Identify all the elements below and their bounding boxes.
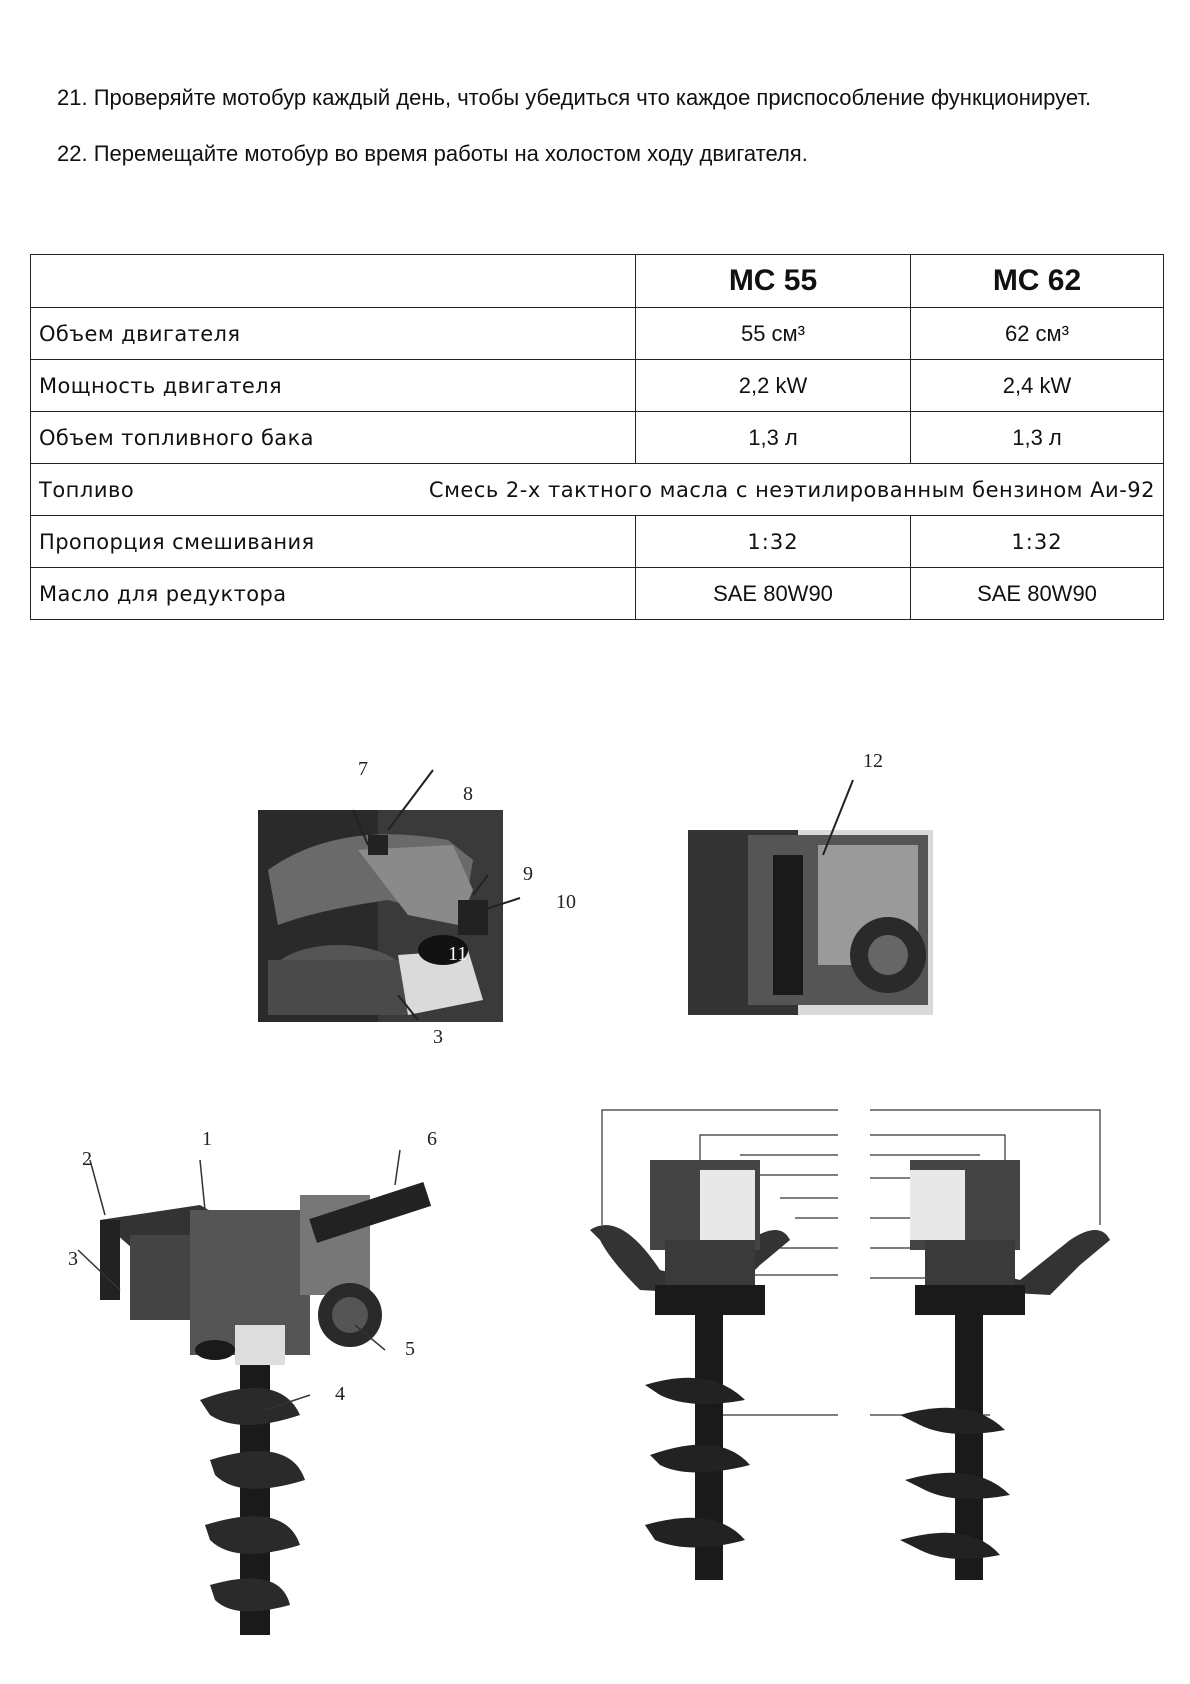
value-mc55: 55 см³ (636, 308, 911, 360)
label-1: 1 (202, 1128, 212, 1150)
label-4: 4 (335, 1383, 345, 1405)
value-mc62: 1,3 л (911, 412, 1164, 464)
instruction-22: 22. Перемещайте мотобур во время работы на холостом ходу двигателя. (57, 141, 808, 166)
label-5: 5 (405, 1338, 415, 1360)
auger-views-figure (580, 1100, 1140, 1610)
value-mc55: 1:32 (636, 516, 911, 568)
value-mc62: 1:32 (911, 516, 1164, 568)
auger-views-diagram (580, 1100, 1140, 1610)
label-3: 3 (68, 1248, 78, 1270)
specs-table (30, 254, 1164, 620)
label-6: 6 (427, 1128, 437, 1150)
row-label: Топливо (39, 477, 135, 502)
table-row (31, 412, 1164, 464)
engine-side-labels (688, 745, 938, 1020)
label-3: 3 (433, 1026, 443, 1048)
table-row-fuel (31, 464, 1164, 516)
value-mc55: 2,2 kW (636, 360, 911, 412)
fuel-value: Смесь 2-х тактного масла с неэтилированным бензином Аи-92 (428, 477, 1155, 502)
header-mc55: MC 55 (636, 255, 911, 308)
table-row (31, 516, 1164, 568)
table-header-row (31, 255, 1164, 308)
table-row (31, 360, 1164, 412)
row-label: Масло для редуктора (31, 568, 636, 620)
row-label: Объем двигателя (31, 308, 636, 360)
table-row (31, 568, 1164, 620)
value-mc62: 2,4 kW (911, 360, 1164, 412)
value-mc62: SAE 80W90 (911, 568, 1164, 620)
engine-side-figure (688, 745, 938, 1020)
engine-closeup-labels (258, 750, 598, 1050)
label-2: 2 (82, 1148, 92, 1170)
label-11: 11 (448, 943, 468, 965)
header-blank (31, 255, 636, 308)
value-mc62: 62 см³ (911, 308, 1164, 360)
row-label: Пропорция смешивания (31, 516, 636, 568)
value-mc55: SAE 80W90 (636, 568, 911, 620)
header-mc62: MC 62 (911, 255, 1164, 308)
auger-labels (60, 1115, 480, 1645)
auger-figure (60, 1115, 480, 1645)
auger-back-view (900, 1160, 1110, 1580)
label-12: 12 (863, 750, 883, 772)
label-9: 9 (523, 863, 533, 885)
row-label: Мощность двигателя (31, 360, 636, 412)
label-8: 8 (463, 783, 473, 805)
row-label: Объем топливного бака (31, 412, 636, 464)
value-mc55: 1,3 л (636, 412, 911, 464)
instruction-21: 21. Проверяйте мотобур каждый день, чтобы убедиться что каждое приспособление функционирует. (57, 85, 1092, 110)
auger-front-view (590, 1160, 790, 1580)
engine-closeup-figure (258, 750, 598, 1050)
label-7: 7 (358, 758, 368, 780)
table-row (31, 308, 1164, 360)
label-10: 10 (556, 891, 576, 913)
